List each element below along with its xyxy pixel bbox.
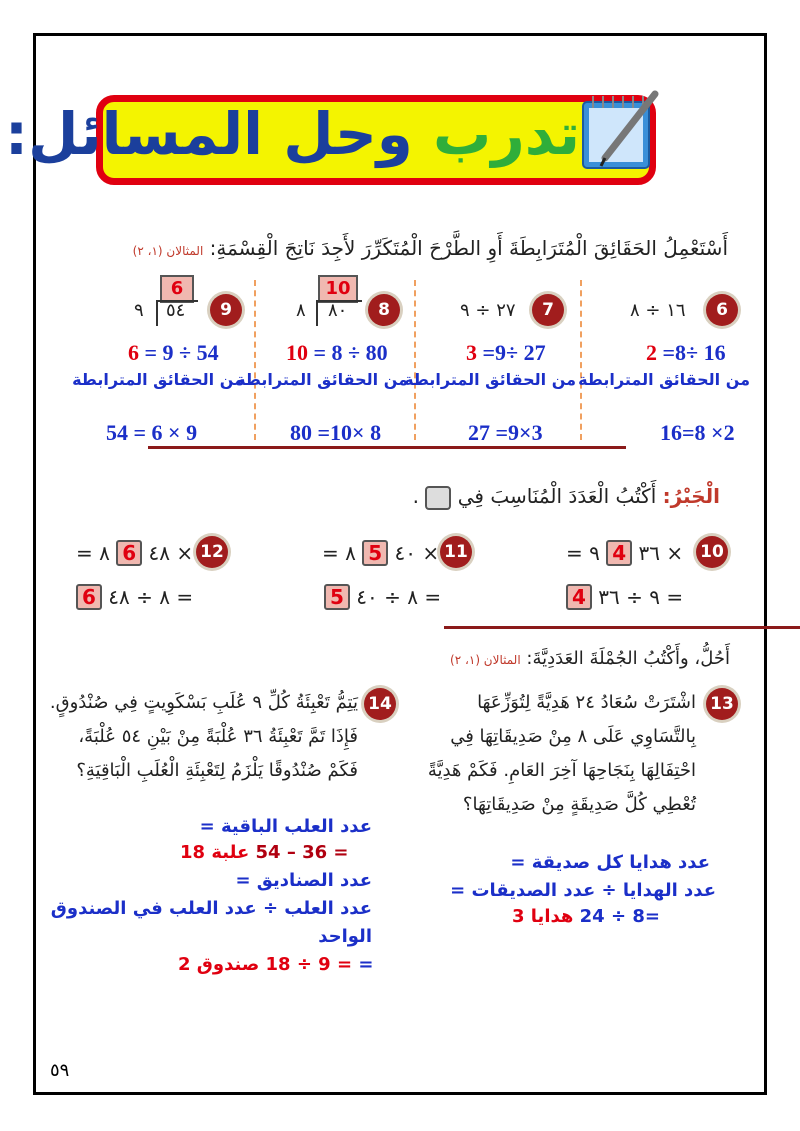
problem-number: 10 [696,536,728,568]
divisor: ٩ [134,300,144,321]
algebra-row: 6 ٨ ÷ ٤٨ = [76,584,193,610]
instruction-1 [133,236,728,260]
work-line: الواحد [318,926,372,947]
problem-number: 12 [196,536,228,568]
problem-number: 6 [706,294,738,326]
answer-box: 6 [76,584,102,610]
word-problem-text: يَتِمُّ تَعْبِئَةُ كُلِّ ٩ عُلَبِ بَسْكَوِيتٍ فِي صُنْدُوقٍ. فَإِذَا تَمَّ تَعْبِئَةُ ٣٦ عُلْبَةً مِنْ بَيْنِ ٥٤ عُلْبَةً، فَكَمْ صُنْدُوقًا يَلْزَمُ لِتَعْبِئَةِ الْعُلَبِ الْبَاقِيَةِ؟ [49,692,358,781]
problem-expression: ٢٧ ÷ ٩ [460,300,516,321]
algebra-row: = ٤٠ 5 ٨ × [322,541,440,565]
instruction-2-label: الْجَبْرُ: [662,484,720,508]
work-line: عدد العلب ÷ عدد العلب في الصندوق [50,898,372,919]
column-divider [254,280,256,440]
page-number: ٥٩ [50,1060,70,1081]
work-line: 18 علبة 54 – 36 = [180,842,349,863]
answer-box: 6 [116,540,142,566]
quotient-box: 6 [160,275,194,303]
answer-box: 5 [362,540,388,566]
instruction-2: الْجَبْرُ: أَكْتُبُ الْعَدَدَ الْمُنَاسِبَ فِي . [412,484,720,508]
dividend: ٥٤ [166,300,186,321]
instruction-2-text: أَكْتُبُ الْعَدَدَ الْمُنَاسِبَ فِي [457,484,657,508]
column-divider [580,280,582,440]
equation: 10 = 8 ÷ 80 [286,340,388,365]
instruction-1-text: أَسْتَعْمِلُ الحَقَائِقَ الْمُتَرَابِطَةَ أَوِ الطَّرْحَ الْمُتَكَرِّرَ لأَجِدَ نَاتِجَ الْقِسْمَةِ: [209,236,728,260]
fact-label: من الحقائق المترابطة [72,370,244,389]
column-divider [414,280,416,440]
divider-line [444,626,800,629]
problem-number: 9 [210,294,242,326]
fact-label: من الحقائق المترابطة [578,370,750,389]
problem-number: 13 [706,688,738,720]
algebra-row: 4 ٩ ÷ ٣٦ = [566,584,683,610]
problem-number: 14 [364,688,396,720]
equation: 6 = 9 ÷ 54 [128,340,219,365]
work-line: 2 صندوق 18 ÷ 9 = = [178,954,374,975]
divisor: ٨ [296,300,306,321]
problem-number: 8 [368,294,400,326]
instruction-3-ref: المثالان (١، ٢) [450,653,521,667]
word-problem-text: اشْتَرَتْ سُعَادُ ٢٤ هَدِيَّةً لِتُوَزِّعَهَا بِالتَّسَاوِي عَلَى ٨ مِنْ صَدِيقَاتِهَا فِي احْتِفَالِهَا بِنَجَاحِهَا آخِرَ العَامِ. فَكَمْ هَدِيَّةً تُعْطِي كُلَّ صَدِيقَةٍ مِنْ صَدِيقَاتِهَا؟ [427,692,696,815]
problem-number: 7 [532,294,564,326]
work-line: عدد الصناديق = [235,870,372,891]
title-part1: تدرب [433,100,580,168]
notepad-pencil-icon [575,88,663,176]
instruction-3-text: أَحُلُّ، وأَكْتُبُ الجُمْلَةَ العَدَدِيَّةَ: [526,648,730,669]
algebra-row: = ٣٦ 4 ٩ × [566,541,684,565]
fact-label: من الحقائق المترابطة [236,370,408,389]
related-fact: 16=8 ×2 [660,420,735,445]
quotient-box: 10 [318,275,358,303]
related-fact: 27 =9×3 [468,420,543,445]
work-line: عدد الهدايا ÷ عدد الصديقات = [450,880,716,901]
blank-box-icon [425,486,451,510]
related-fact: 80 =10× 8 [290,420,382,445]
title-part2: وحل المسائل: [4,100,413,168]
work-line: عدد هدايا كل صديقة = [510,852,710,873]
page-title [4,100,580,168]
problem-number: 11 [440,536,472,568]
answer-box: 5 [324,584,350,610]
algebra-row: = ٤٨ 6 ٨ × [76,541,194,565]
instruction-1-ref: المثالان (١، ٢) [132,244,204,258]
problem-expression: ١٦ ÷ ٨ [630,300,686,321]
fact-label: من الحقائق المترابطة [404,370,576,389]
algebra-row: 5 ٨ ÷ ٤٠ = [324,584,441,610]
dividend: ٨٠ [328,300,348,321]
equation: 2 =8÷ 16 [646,340,726,365]
instruction-3 [450,648,730,669]
answer-box: 4 [606,540,632,566]
work-line: عدد العلب الباقية = [199,816,372,837]
related-fact: 54 = 6 × 9 [106,420,198,445]
work-line: 3 هدايا 24 ÷ 8= [512,906,660,927]
divider-line [148,446,626,449]
answer-box: 4 [566,584,592,610]
equation: 3 =9÷ 27 [466,340,546,365]
